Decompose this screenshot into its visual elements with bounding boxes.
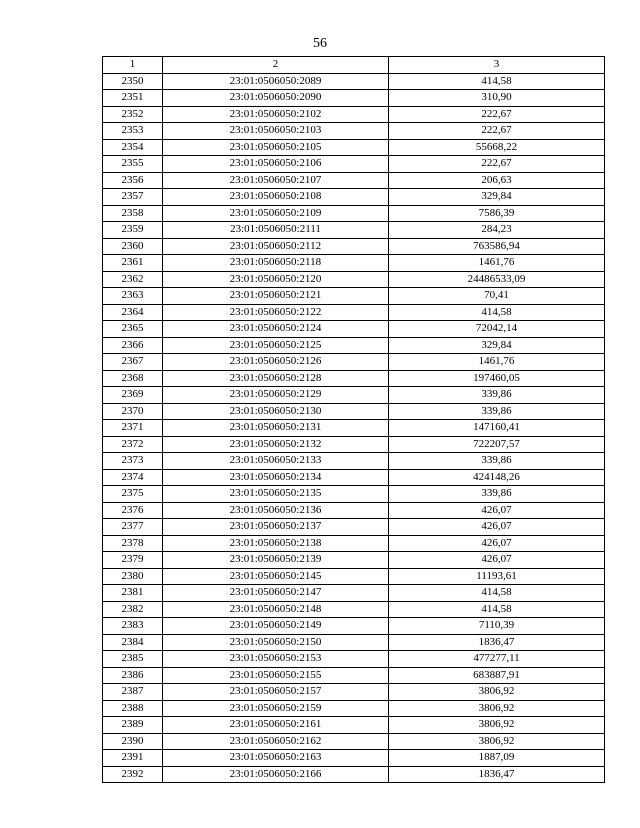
value-cell: 11193,61 [389, 568, 605, 585]
row-number-cell: 2390 [103, 733, 163, 750]
page-number: 56 [313, 36, 327, 51]
row-number-cell: 2350 [103, 73, 163, 90]
value-cell: 722207,57 [389, 436, 605, 453]
cadastral-number-cell: 23:01:0506050:2120 [163, 271, 389, 288]
value-cell: 72042,14 [389, 321, 605, 338]
cadastral-number-cell: 23:01:0506050:2138 [163, 535, 389, 552]
table-row [103, 123, 605, 140]
value-cell: 339,86 [389, 453, 605, 470]
value-cell: 24486533,09 [389, 271, 605, 288]
table-row [103, 618, 605, 635]
value-cell: 222,67 [389, 106, 605, 123]
table-row [103, 321, 605, 338]
cadastral-number-cell: 23:01:0506050:2125 [163, 337, 389, 354]
value-cell: 197460,05 [389, 370, 605, 387]
value-cell: 222,67 [389, 123, 605, 140]
table-row [103, 156, 605, 173]
value-cell: 426,07 [389, 552, 605, 569]
table-row [103, 288, 605, 305]
table-row [103, 172, 605, 189]
cadastral-number-cell: 23:01:0506050:2133 [163, 453, 389, 470]
cadastral-number-cell: 23:01:0506050:2162 [163, 733, 389, 750]
table-row [103, 337, 605, 354]
cadastral-number-cell: 23:01:0506050:2090 [163, 90, 389, 107]
cadastral-number-cell: 23:01:0506050:2132 [163, 436, 389, 453]
row-number-cell: 2383 [103, 618, 163, 635]
row-number-cell: 2351 [103, 90, 163, 107]
cadastral-number-cell: 23:01:0506050:2102 [163, 106, 389, 123]
cadastral-number-cell: 23:01:0506050:2155 [163, 667, 389, 684]
row-number-cell: 2361 [103, 255, 163, 272]
value-cell: 3806,92 [389, 700, 605, 717]
row-number-cell: 2370 [103, 403, 163, 420]
value-cell: 683887,91 [389, 667, 605, 684]
row-number-cell: 2375 [103, 486, 163, 503]
table-row [103, 585, 605, 602]
table-body [103, 73, 605, 783]
row-number-cell: 2367 [103, 354, 163, 371]
row-number-cell: 2366 [103, 337, 163, 354]
row-number-cell: 2374 [103, 469, 163, 486]
cadastral-number-cell: 23:01:0506050:2109 [163, 205, 389, 222]
table-row [103, 255, 605, 272]
row-number-cell: 2355 [103, 156, 163, 173]
row-number-cell: 2372 [103, 436, 163, 453]
row-number-cell: 2368 [103, 370, 163, 387]
cadastral-number-cell: 23:01:0506050:2147 [163, 585, 389, 602]
table-row [103, 189, 605, 206]
value-cell: 7586,39 [389, 205, 605, 222]
table-row [103, 205, 605, 222]
row-number-cell: 2362 [103, 271, 163, 288]
row-number-cell: 2380 [103, 568, 163, 585]
value-cell: 339,86 [389, 486, 605, 503]
cadastral-number-cell: 23:01:0506050:2126 [163, 354, 389, 371]
column-header-3: 3 [389, 57, 605, 74]
table-row [103, 502, 605, 519]
row-number-cell: 2376 [103, 502, 163, 519]
value-cell: 477277,11 [389, 651, 605, 668]
row-number-cell: 2359 [103, 222, 163, 239]
table-row [103, 420, 605, 437]
value-cell: 426,07 [389, 502, 605, 519]
cadastral-number-cell: 23:01:0506050:2149 [163, 618, 389, 635]
table-row [103, 717, 605, 734]
value-cell: 1461,76 [389, 255, 605, 272]
value-cell: 310,90 [389, 90, 605, 107]
row-number-cell: 2357 [103, 189, 163, 206]
value-cell: 1461,76 [389, 354, 605, 371]
row-number-cell: 2363 [103, 288, 163, 305]
value-cell: 284,23 [389, 222, 605, 239]
cadastral-number-cell: 23:01:0506050:2137 [163, 519, 389, 536]
cadastral-number-cell: 23:01:0506050:2118 [163, 255, 389, 272]
table-row [103, 106, 605, 123]
cadastral-number-cell: 23:01:0506050:2105 [163, 139, 389, 156]
value-cell: 339,86 [389, 387, 605, 404]
table-row [103, 436, 605, 453]
cadastral-number-cell: 23:01:0506050:2153 [163, 651, 389, 668]
data-table [102, 56, 605, 783]
cadastral-number-cell: 23:01:0506050:2161 [163, 717, 389, 734]
table-row [103, 766, 605, 783]
cadastral-number-cell: 23:01:0506050:2130 [163, 403, 389, 420]
value-cell: 3806,92 [389, 684, 605, 701]
column-header-2: 2 [163, 57, 389, 74]
row-number-cell: 2391 [103, 750, 163, 767]
value-cell: 1887,09 [389, 750, 605, 767]
value-cell: 3806,92 [389, 717, 605, 734]
cadastral-number-cell: 23:01:0506050:2124 [163, 321, 389, 338]
table-row [103, 601, 605, 618]
row-number-cell: 2378 [103, 535, 163, 552]
row-number-cell: 2379 [103, 552, 163, 569]
cadastral-number-cell: 23:01:0506050:2112 [163, 238, 389, 255]
row-number-cell: 2358 [103, 205, 163, 222]
value-cell: 70,41 [389, 288, 605, 305]
value-cell: 1836,47 [389, 766, 605, 783]
table-row [103, 552, 605, 569]
row-number-cell: 2392 [103, 766, 163, 783]
row-number-cell: 2389 [103, 717, 163, 734]
row-number-cell: 2388 [103, 700, 163, 717]
cadastral-number-cell: 23:01:0506050:2135 [163, 486, 389, 503]
row-number-cell: 2382 [103, 601, 163, 618]
cadastral-number-cell: 23:01:0506050:2089 [163, 73, 389, 90]
cadastral-number-cell: 23:01:0506050:2128 [163, 370, 389, 387]
value-cell: 339,86 [389, 403, 605, 420]
row-number-cell: 2364 [103, 304, 163, 321]
table-row [103, 370, 605, 387]
value-cell: 7110,39 [389, 618, 605, 635]
cadastral-number-cell: 23:01:0506050:2131 [163, 420, 389, 437]
cadastral-number-cell: 23:01:0506050:2129 [163, 387, 389, 404]
table-row [103, 667, 605, 684]
table-row [103, 469, 605, 486]
table-row [103, 271, 605, 288]
row-number-cell: 2354 [103, 139, 163, 156]
value-cell: 222,67 [389, 156, 605, 173]
cadastral-number-cell: 23:01:0506050:2148 [163, 601, 389, 618]
value-cell: 763586,94 [389, 238, 605, 255]
cadastral-number-cell: 23:01:0506050:2122 [163, 304, 389, 321]
cadastral-number-cell: 23:01:0506050:2108 [163, 189, 389, 206]
cadastral-number-cell: 23:01:0506050:2166 [163, 766, 389, 783]
cadastral-number-cell: 23:01:0506050:2121 [163, 288, 389, 305]
value-cell: 426,07 [389, 519, 605, 536]
table-row [103, 700, 605, 717]
cadastral-number-cell: 23:01:0506050:2159 [163, 700, 389, 717]
cadastral-number-cell: 23:01:0506050:2136 [163, 502, 389, 519]
row-number-cell: 2384 [103, 634, 163, 651]
value-cell: 426,07 [389, 535, 605, 552]
cadastral-number-cell: 23:01:0506050:2157 [163, 684, 389, 701]
row-number-cell: 2373 [103, 453, 163, 470]
cadastral-number-cell: 23:01:0506050:2139 [163, 552, 389, 569]
table-row [103, 238, 605, 255]
table-row [103, 304, 605, 321]
row-number-cell: 2353 [103, 123, 163, 140]
table-row [103, 453, 605, 470]
row-number-cell: 2369 [103, 387, 163, 404]
cadastral-number-cell: 23:01:0506050:2111 [163, 222, 389, 239]
table-row [103, 403, 605, 420]
cadastral-number-cell: 23:01:0506050:2163 [163, 750, 389, 767]
row-number-cell: 2387 [103, 684, 163, 701]
table-row [103, 733, 605, 750]
value-cell: 414,58 [389, 304, 605, 321]
table-row [103, 568, 605, 585]
value-cell: 424148,26 [389, 469, 605, 486]
table-row [103, 73, 605, 90]
table-row [103, 651, 605, 668]
value-cell: 414,58 [389, 585, 605, 602]
row-number-cell: 2356 [103, 172, 163, 189]
row-number-cell: 2377 [103, 519, 163, 536]
cadastral-number-cell: 23:01:0506050:2103 [163, 123, 389, 140]
value-cell: 1836,47 [389, 634, 605, 651]
table-header-row [103, 57, 605, 74]
table-row [103, 535, 605, 552]
table-row [103, 387, 605, 404]
cadastral-number-cell: 23:01:0506050:2150 [163, 634, 389, 651]
cadastral-number-cell: 23:01:0506050:2145 [163, 568, 389, 585]
table-row [103, 634, 605, 651]
row-number-cell: 2352 [103, 106, 163, 123]
table-row [103, 222, 605, 239]
value-cell: 147160,41 [389, 420, 605, 437]
row-number-cell: 2371 [103, 420, 163, 437]
table-row [103, 750, 605, 767]
row-number-cell: 2381 [103, 585, 163, 602]
column-header-1: 1 [103, 57, 163, 74]
row-number-cell: 2386 [103, 667, 163, 684]
row-number-cell: 2360 [103, 238, 163, 255]
row-number-cell: 2365 [103, 321, 163, 338]
table-row [103, 90, 605, 107]
value-cell: 206,63 [389, 172, 605, 189]
table-row [103, 684, 605, 701]
table-row [103, 486, 605, 503]
cadastral-number-cell: 23:01:0506050:2107 [163, 172, 389, 189]
table-row [103, 519, 605, 536]
row-number-cell: 2385 [103, 651, 163, 668]
cadastral-number-cell: 23:01:0506050:2134 [163, 469, 389, 486]
value-cell: 55668,22 [389, 139, 605, 156]
table-row [103, 354, 605, 371]
value-cell: 329,84 [389, 189, 605, 206]
value-cell: 3806,92 [389, 733, 605, 750]
value-cell: 329,84 [389, 337, 605, 354]
cadastral-number-cell: 23:01:0506050:2106 [163, 156, 389, 173]
table-row [103, 139, 605, 156]
value-cell: 414,58 [389, 73, 605, 90]
value-cell: 414,58 [389, 601, 605, 618]
